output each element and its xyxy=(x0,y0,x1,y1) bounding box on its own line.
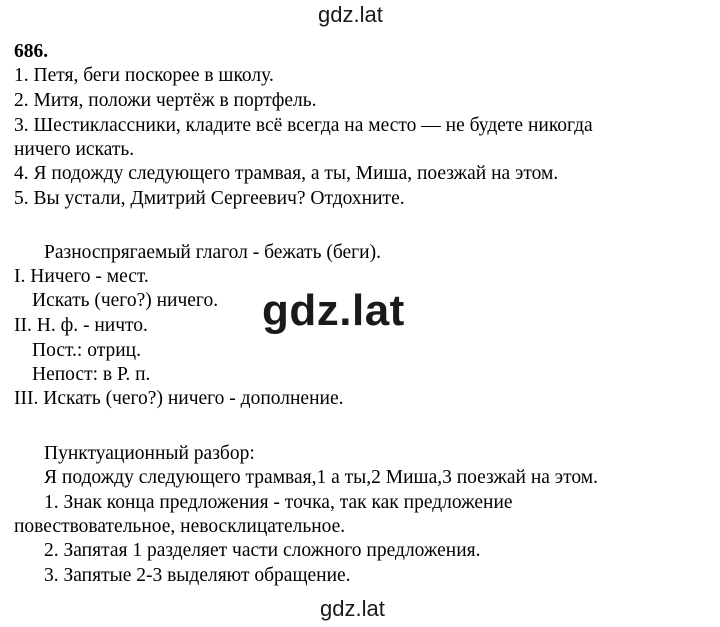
analysis-line: III. Искать (чего?) ничего - дополнение. xyxy=(14,388,344,409)
exercise-number: 686. xyxy=(14,41,49,62)
watermark-bottom: gdz.lat xyxy=(320,596,385,621)
analysis-line: Непост: в Р. п. xyxy=(32,364,151,385)
punctuation-heading: Пунктуационный разбор: xyxy=(44,443,255,464)
sentence-line: 4. Я подожду следующего трамвая, а ты, Миша, поезжай на этом. xyxy=(14,163,559,184)
analysis-line: II. Н. ф. - ничто. xyxy=(14,315,148,336)
analysis-line: I. Ничего - мест. xyxy=(14,266,149,287)
sentence-line: ничего искать. xyxy=(14,139,135,160)
watermark-top: gdz.lat xyxy=(318,2,383,27)
punctuation-line: Я подожду следующего трамвая,1 а ты,2 Миша,3 поезжай на этом. xyxy=(44,467,599,488)
sentence-line: 5. Вы устали, Дмитрий Сергеевич? Отдохните. xyxy=(14,188,405,209)
punctuation-line: 1. Знак конца предложения - точка, так как предложение xyxy=(44,492,513,513)
punctuation-line: 3. Запятые 2-3 выделяют обращение. xyxy=(44,565,351,586)
sentence-line: 3. Шестиклассники, кладите всё всегда на место — не будете никогда xyxy=(14,115,593,136)
sentence-line: 2. Митя, положи чертёж в портфель. xyxy=(14,90,317,111)
analysis-heading: Разноспрягаемый глагол - бежать (беги). xyxy=(44,242,381,263)
analysis-line: Искать (чего?) ничего. xyxy=(32,290,219,311)
sentence-line: 1. Петя, беги поскорее в школу. xyxy=(14,65,274,86)
watermark-middle: gdz.lat xyxy=(262,286,405,335)
analysis-line: Пост.: отриц. xyxy=(32,340,141,361)
punctuation-line: повествовательное, невосклицательное. xyxy=(14,516,346,537)
punctuation-line: 2. Запятая 1 разделяет части сложного предложения. xyxy=(44,540,481,561)
